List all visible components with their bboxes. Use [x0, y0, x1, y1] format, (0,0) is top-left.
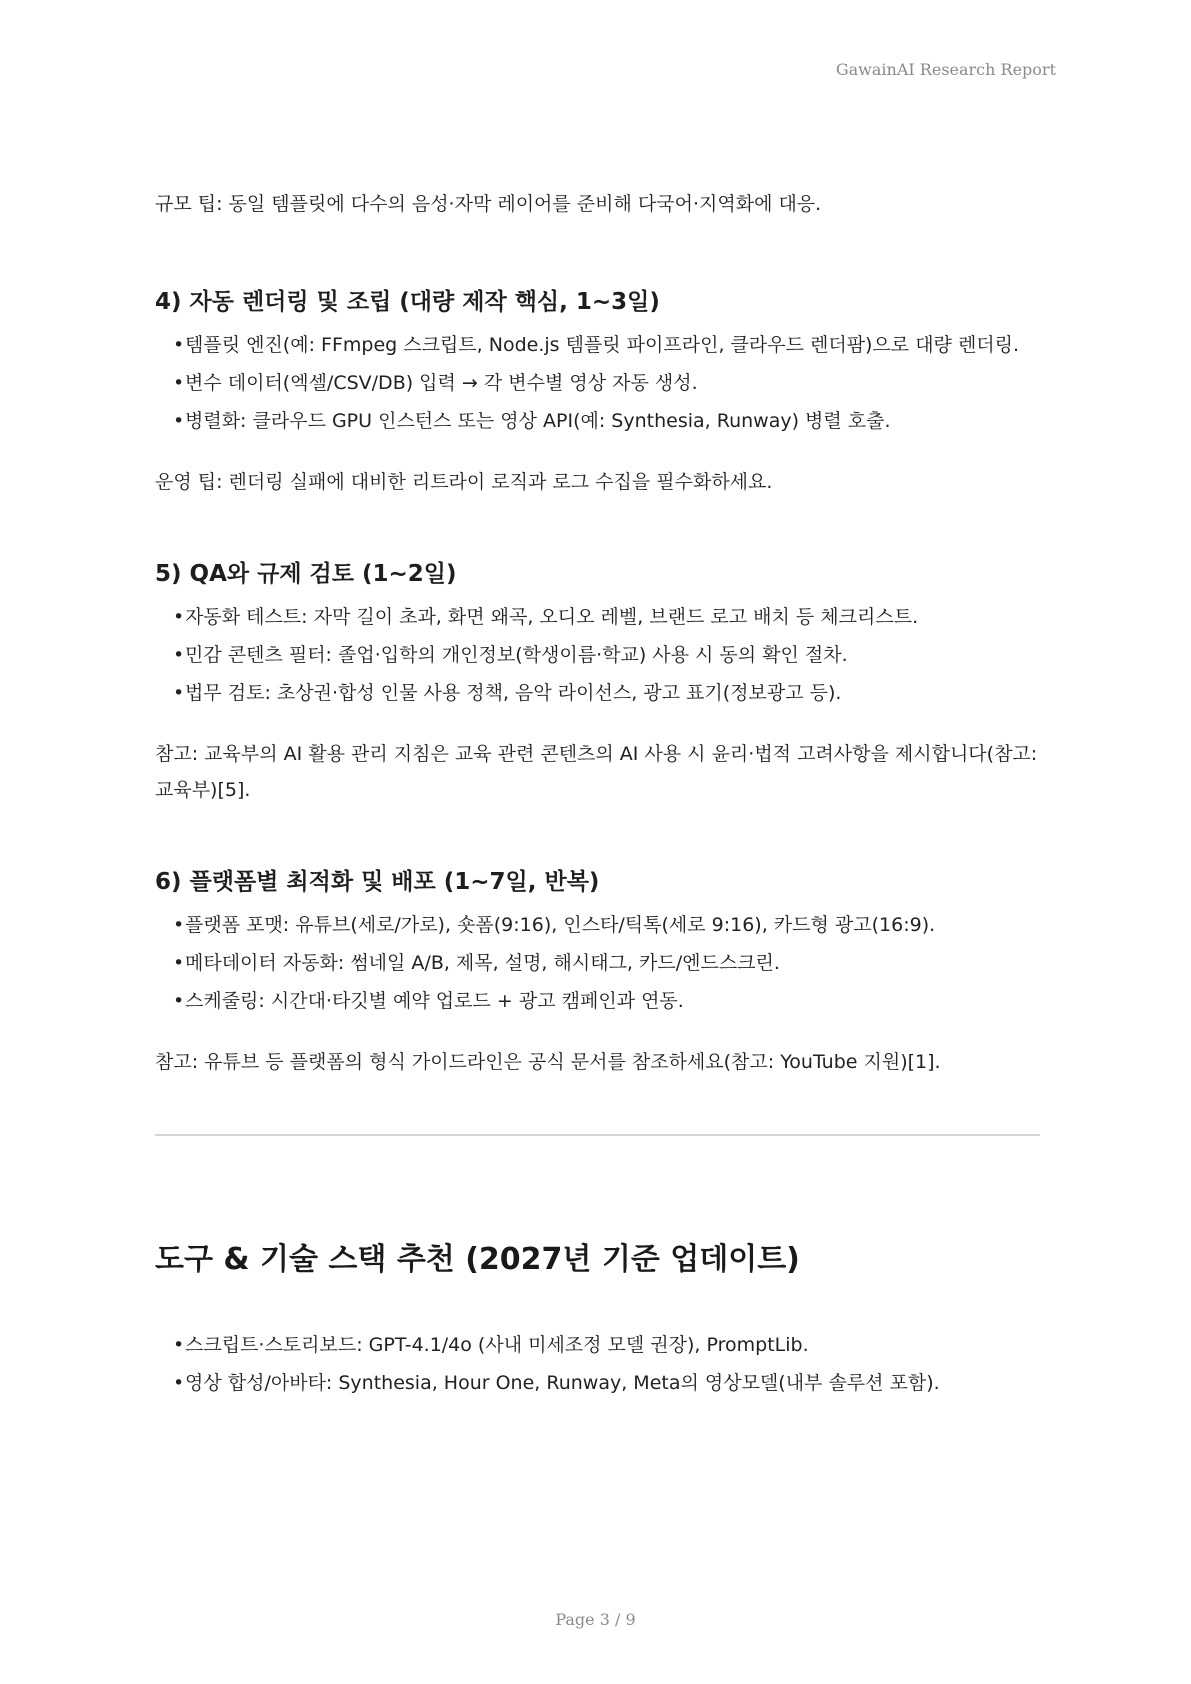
section-4-note: 운영 팁: 렌더링 실패에 대비한 리트라이 로직과 로그 수집을 필수화하세요. [155, 471, 773, 493]
section-6-note: 참고: 유튜브 등 플랫폼의 형식 가이드라인은 공식 문서를 참조하세요(참고: YouTube 지원)[1]. [155, 1051, 941, 1073]
list-item: • 메타데이터 자동화: 썸네일 A/B, 제목, 설명, 해시태그, 카드/엔드스크린. [173, 944, 1040, 982]
tools-list [155, 1326, 1040, 1402]
section-5-list [155, 598, 1040, 712]
section-6-list [155, 906, 1040, 1020]
tools-heading: 도구 & 기술 스택 추천 (2027년 기준 업데이트) [155, 1242, 800, 1277]
list-item: • 스케줄링: 시간대·타깃별 예약 업로드 + 광고 캠페인과 연동. [173, 982, 1040, 1020]
list-item: • 영상 합성/아바타: Synthesia, Hour One, Runway, Meta의 영상모델(내부 솔루션 포함). [173, 1364, 1040, 1402]
list-item: • 민감 콘텐츠 필터: 졸업·입학의 개인정보(학생이름·학교) 사용 시 동의 확인 절차. [173, 636, 1040, 674]
list-item: • 스크립트·스토리보드: GPT-4.1/4o (사내 미세조정 모델 권장), PromptLib. [173, 1326, 1040, 1364]
section-5-heading: 5) QA와 규제 검토 (1~2일) [155, 561, 457, 587]
report-header: GawainAI Research Report [835, 60, 1056, 79]
scale-tip: 규모 팁: 동일 템플릿에 다수의 음성·자막 레이어를 준비해 다국어·지역화에 대응. [155, 193, 822, 215]
page-number: Page 3 / 9 [555, 1610, 636, 1629]
list-item: • 템플릿 엔진(예: FFmpeg 스크립트, Node.js 템플릿 파이프라인, 클라우드 렌더팜)으로 대량 렌더링. [173, 326, 1040, 364]
list-item: • 변수 데이터(엑셀/CSV/DB) 입력 → 각 변수별 영상 자동 생성. [173, 364, 1040, 402]
list-item: • 병렬화: 클라우드 GPU 인스턴스 또는 영상 API(예: Synthesia, Runway) 병렬 호출. [173, 402, 1040, 440]
section-4-list [155, 326, 1040, 440]
list-item: • 자동화 테스트: 자막 길이 초과, 화면 왜곡, 오디오 레벨, 브랜드 로고 배치 등 체크리스트. [173, 598, 1040, 636]
list-item: • 법무 검토: 초상권·합성 인물 사용 정책, 음악 라이선스, 광고 표기(정보광고 등). [173, 674, 1040, 712]
section-5-note: 참고: 교육부의 AI 활용 관리 지침은 교육 관련 콘텐츠의 AI 사용 시 윤리·법적 고려사항을 제시합니다(참고: 교육부)[5]. [155, 743, 1038, 801]
section-6-heading: 6) 플랫폼별 최적화 및 배포 (1~7일, 반복) [155, 869, 600, 895]
section-4-heading: 4) 자동 렌더링 및 조립 (대량 제작 핵심, 1~3일) [155, 289, 660, 315]
section-divider [155, 1134, 1040, 1136]
page-content [155, 186, 1040, 1402]
list-item: • 플랫폼 포맷: 유튜브(세로/가로), 숏폼(9:16), 인스타/틱톡(세로 9:16), 카드형 광고(16:9). [173, 906, 1040, 944]
